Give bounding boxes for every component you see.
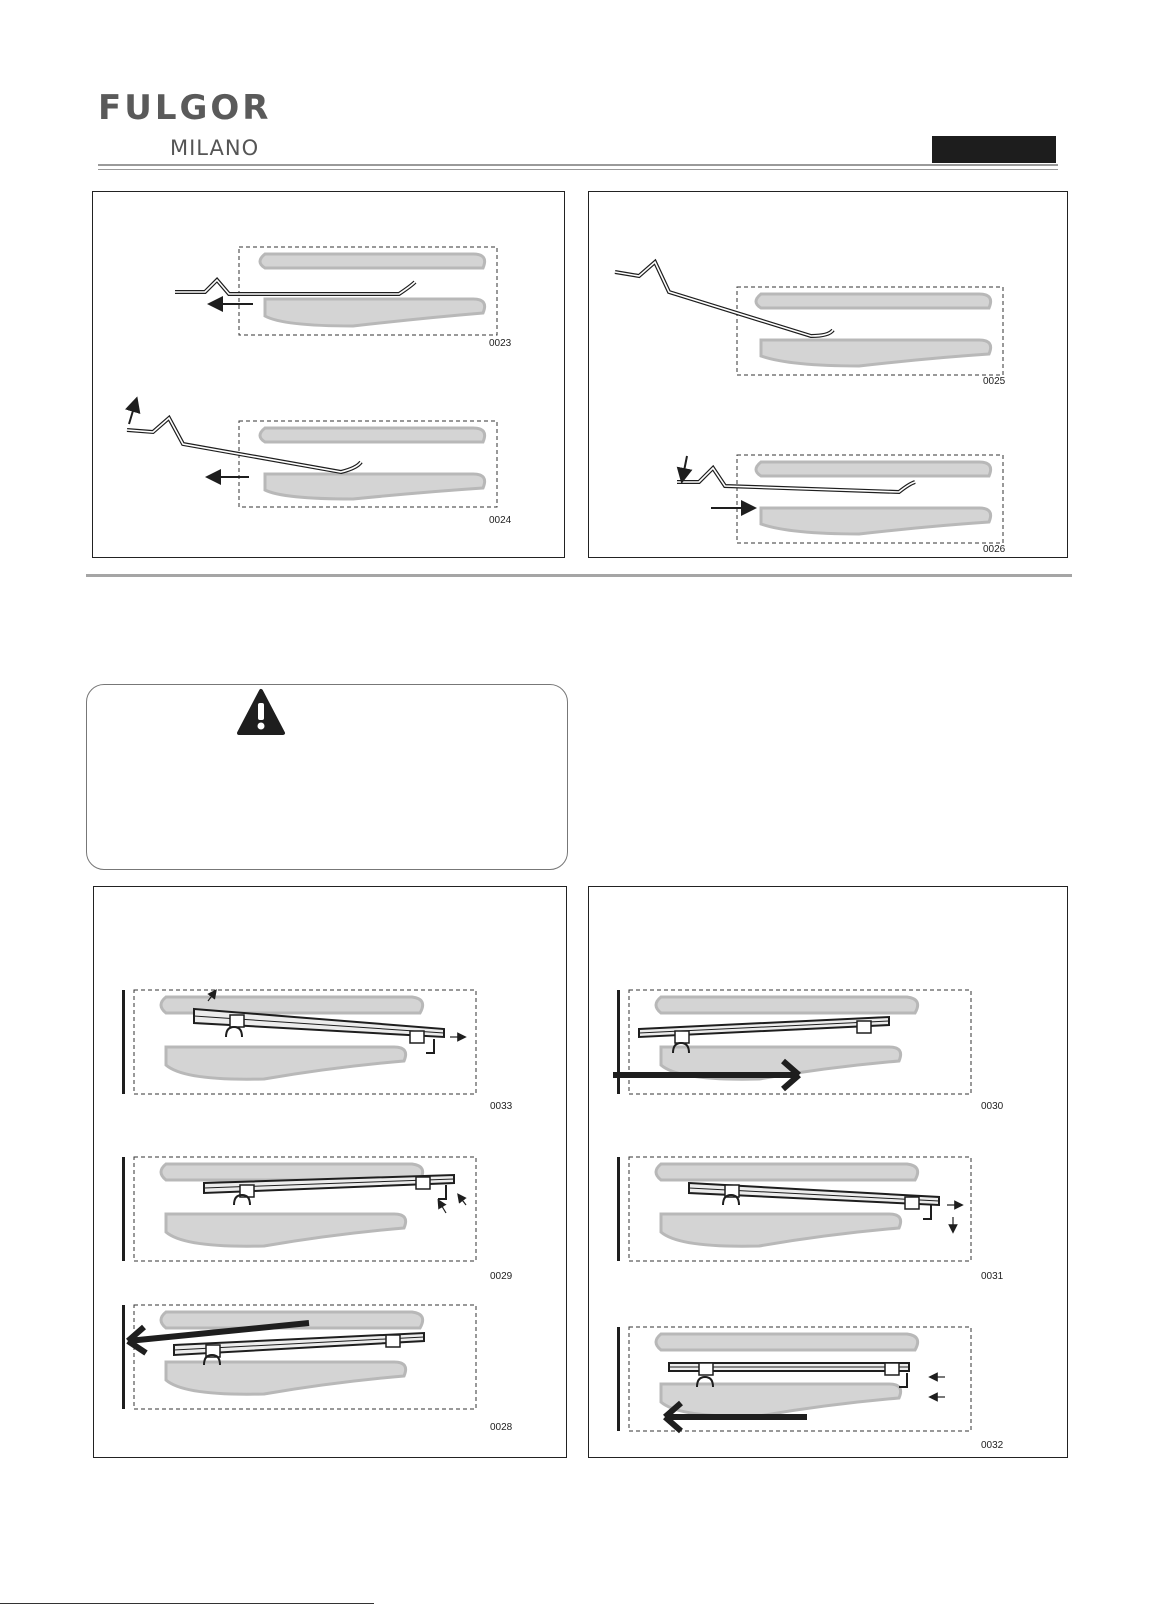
- rack-removal-diagram-a: [93, 192, 566, 559]
- telescopic-rail-removal-diagram: [94, 887, 568, 1459]
- figure-number-0024: 0024: [489, 515, 512, 526]
- figure-panel-bottom-right: [588, 886, 1068, 1458]
- figure-number-0031: 0031: [981, 1271, 1004, 1282]
- telescopic-rail-insertion-diagram: [589, 887, 1069, 1459]
- figure-number-0032: 0032: [981, 1440, 1004, 1451]
- brand-logo: FULGOR: [98, 88, 272, 128]
- figure-panel-top-left: [92, 191, 565, 558]
- brand-sub-logo: MILANO: [170, 136, 260, 160]
- figure-number-0033: 0033: [490, 1101, 513, 1112]
- header-rule: [98, 164, 1058, 166]
- header-rule-thin: [98, 169, 1058, 170]
- section-badge: [932, 136, 1056, 163]
- warning-box: [86, 684, 568, 870]
- figure-number-0029: 0029: [490, 1271, 513, 1282]
- footer-rule: [0, 1603, 374, 1604]
- section-divider: [86, 574, 1072, 577]
- figure-number-0026: 0026: [983, 544, 1006, 555]
- figure-number-0030: 0030: [981, 1101, 1004, 1112]
- figure-panel-bottom-left: [93, 886, 567, 1458]
- figure-number-0028: 0028: [490, 1422, 513, 1433]
- figure-number-0023: 0023: [489, 338, 512, 349]
- warning-triangle-icon: [87, 685, 569, 871]
- figure-number-0025: 0025: [983, 376, 1006, 387]
- figure-panel-top-right: [588, 191, 1068, 558]
